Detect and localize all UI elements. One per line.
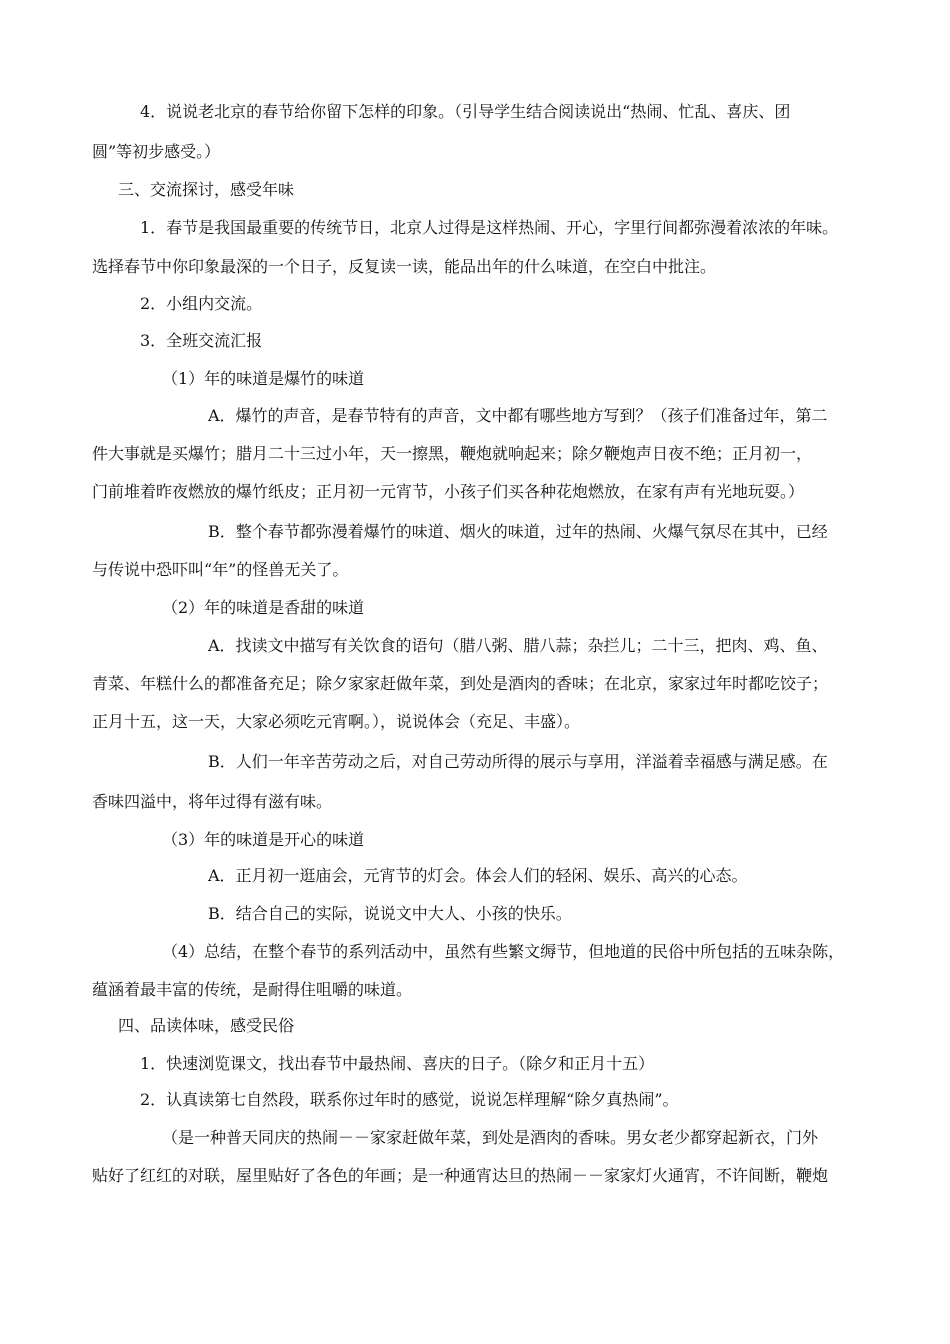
- text-line-6: 2．小组内交流。: [140, 294, 263, 313]
- text-line-28: （是一种普天同庆的热闹－－家家赶做年菜，到处是酒肉的香味。男女老少都穿起新衣，门外: [162, 1128, 819, 1147]
- text-line-20: （3）年的味道是开心的味道: [162, 830, 365, 849]
- section-heading-25: 四、品读体味，感受民俗: [118, 1016, 295, 1035]
- text-line-11: 门前堆着昨夜燃放的爆竹纸皮；正月初一元宵节，小孩子们买各种花炮燃放，在家有声有光地玩耍。）: [92, 482, 805, 501]
- text-line-8: （1）年的味道是爆竹的味道: [162, 369, 365, 388]
- text-line-5: 选择春节中你印象最深的一个日子，反复读一读，能品出年的什么味道，在空白中批注。: [92, 257, 717, 276]
- text-line-10: 件大事就是买爆竹；腊月二十三过小年，天一擦黑，鞭炮就响起来；除夕鞭炮声日夜不绝；正月初一，: [92, 444, 813, 463]
- text-line-21: A．正月初一逛庙会，元宵节的灯会。体会人们的轻闲、娱乐、高兴的心态。: [208, 866, 748, 885]
- text-line-15: A．找读文中描写有关饮食的语句（腊八粥、腊八蒜；杂拦儿；二十三，把肉、鸡、鱼、: [208, 636, 828, 655]
- text-line-16: 青菜、年糕什么的都准备充足；除夕家家赶做年菜，到处是酒肉的香味；在北京，家家过年时都吃饺子；: [92, 674, 829, 693]
- text-line-27: 2．认真读第七自然段，联系你过年时的感觉，说说怎样理解“除夕真热闹”。: [140, 1090, 679, 1109]
- text-line-17: 正月十五，这一天，大家必须吃元宵啊。），说说体会（充足、丰盛）。: [92, 712, 581, 731]
- text-line-4: 1．春节是我国最重要的传统节日，北京人过得是这样热闹、开心，字里行间都弥漫着浓浓的年味。: [140, 218, 839, 237]
- text-line-18: B．人们一年辛苦劳动之后，对自己劳动所得的展示与享用，洋溢着幸福感与满足感。在: [208, 752, 828, 771]
- text-line-24: 蕴涵着最丰富的传统，是耐得住咀嚼的味道。: [92, 980, 413, 999]
- text-line-12: B．整个春节都弥漫着爆竹的味道、烟火的味道，过年的热闹、火爆气氛尽在其中，已经: [208, 522, 828, 541]
- text-line-13: 与传说中恐吓叫“年”的怪兽无关了。: [92, 560, 349, 579]
- text-line-26: 1．快速浏览课文，找出春节中最热闹、喜庆的日子。（除夕和正月十五）: [140, 1054, 655, 1073]
- text-line-23: （4）总结，在整个春节的系列活动中，虽然有些繁文缛节，但地道的民俗中所包括的五味杂陈，: [162, 942, 845, 961]
- text-line-14: （2）年的味道是香甜的味道: [162, 598, 365, 617]
- section-heading-3: 三、交流探讨，感受年味: [118, 180, 295, 199]
- text-line-1: 4．说说老北京的春节给你留下怎样的印象。（引导学生结合阅读说出“热闹、忙乱、喜庆、团: [140, 102, 791, 121]
- text-line-29: 贴好了红红的对联，屋里贴好了各色的年画；是一种通宵达旦的热闹－－家家灯火通宵，不许间断，鞭炮: [92, 1166, 829, 1185]
- text-line-22: B．结合自己的实际，说说文中大人、小孩的快乐。: [208, 904, 572, 923]
- text-line-7: 3．全班交流汇报: [140, 331, 263, 350]
- text-line-2: 圆”等初步感受。）: [92, 142, 221, 161]
- text-line-19: 香味四溢中，将年过得有滋有味。: [92, 792, 333, 811]
- text-line-9: A．爆竹的声音，是春节特有的声音，文中都有哪些地方写到？（孩子们准备过年，第二: [208, 406, 828, 425]
